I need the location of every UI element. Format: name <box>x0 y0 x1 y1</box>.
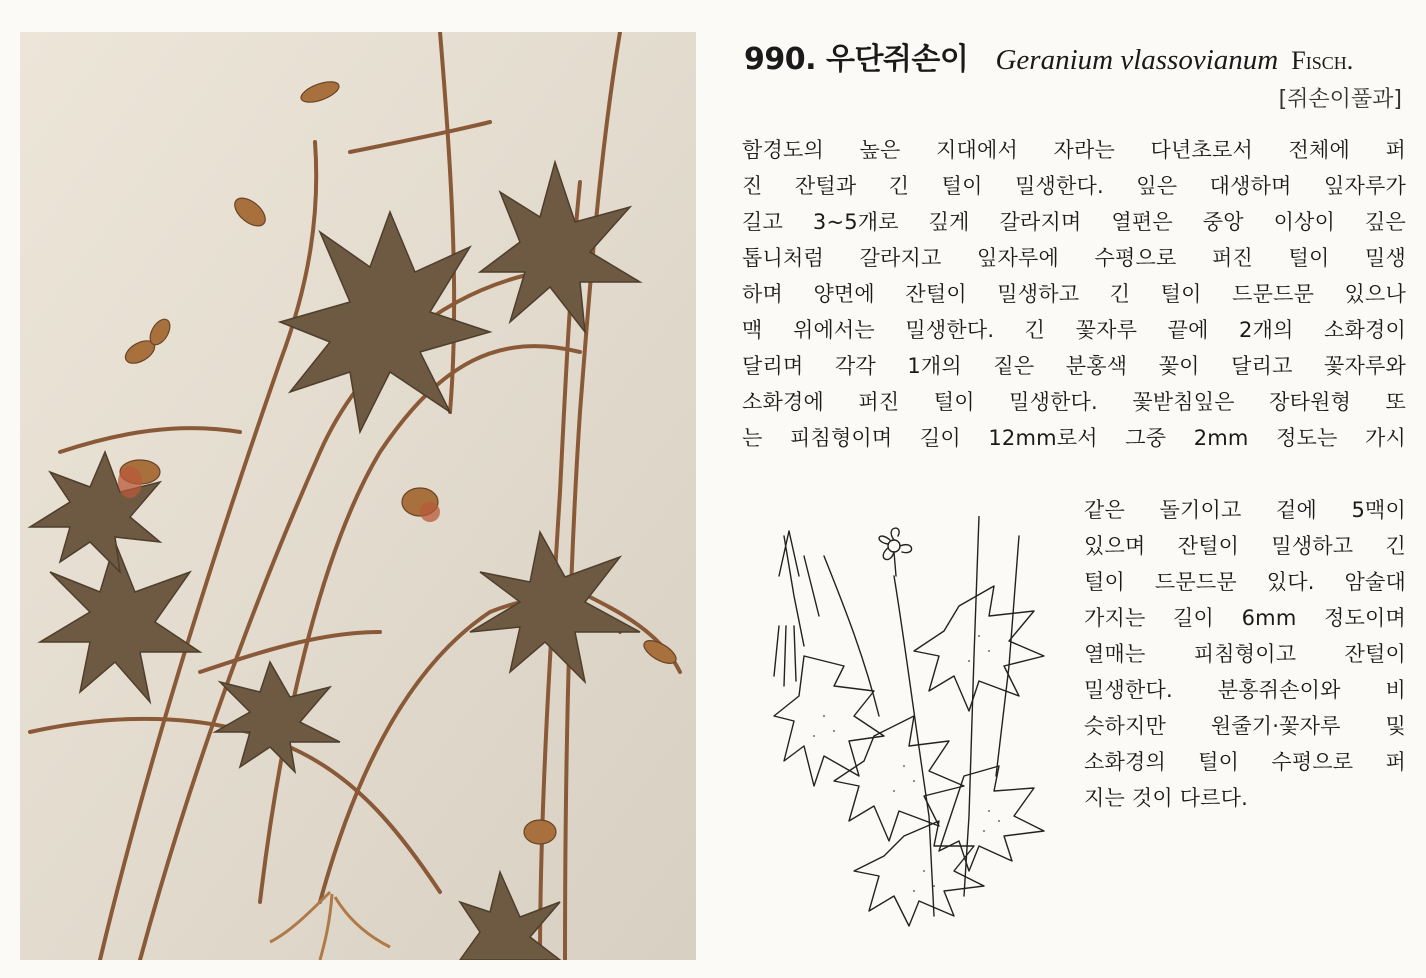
description-line: 털이 드문드문 있다. 암술대 <box>1084 570 1406 594</box>
description-side <box>1084 492 1406 816</box>
description-line: 진 잔털과 긴 털이 밀생한다. 잎은 대생하며 잎자루가 <box>742 174 1406 198</box>
description-line: 지는 것이 다르다. <box>1084 786 1249 810</box>
description-line: 는 피침형이며 길이 12mm로서 그중 2mm 정도는 가시 <box>742 426 1406 450</box>
description-line: 같은 돌기이고 겉에 5맥이 <box>1084 498 1406 522</box>
description-line: 맥 위에서는 밀생한다. 긴 꽃자루 끝에 2개의 소화경이 <box>742 318 1406 342</box>
description-line: 열매는 피침형이고 잔털이 <box>1084 642 1406 666</box>
scientific-name: Geranium vlassovianum <box>995 44 1279 76</box>
herbarium-specimen-image <box>20 32 696 960</box>
description-line: 있으며 잔털이 밀생하고 긴 <box>1084 534 1406 558</box>
family-name: [쥐손이풀과] <box>1278 87 1402 112</box>
species-header <box>744 34 1404 84</box>
description-line: 가지는 길이 6mm 정도이며 <box>1084 606 1406 630</box>
description-line: 달리며 각각 1개의 짙은 분홍색 꽃이 달리고 꽃자루와 <box>742 354 1406 378</box>
species-number-korean-name: 990. 우단쥐손이 <box>744 42 969 77</box>
description-line: 소화경의 털이 수평으로 퍼 <box>1084 750 1406 774</box>
description-line: 하며 양면에 잔털이 밀생하고 긴 털이 드문드문 있으나 <box>742 282 1406 306</box>
description-line: 소화경에 퍼진 털이 밀생한다. 꽃받침잎은 장타원형 또 <box>742 390 1406 414</box>
line-drawing-illustration <box>764 516 1064 936</box>
description-line: 톱니처럼 갈라지고 잎자루에 수평으로 퍼진 털이 밀생 <box>742 246 1406 270</box>
description-line: 함경도의 높은 지대에서 자라는 다년초로서 전체에 퍼 <box>742 138 1406 162</box>
author-name: Fisch. <box>1291 46 1354 75</box>
description-line: 길고 3~5개로 깊게 갈라지며 열편은 중앙 이상이 깊은 <box>742 210 1406 234</box>
botanical-line-drawing <box>764 516 1064 936</box>
description-line: 밀생한다. 분홍쥐손이와 비 <box>1084 678 1406 702</box>
description-main <box>742 132 1406 456</box>
herbarium-photo <box>20 32 696 960</box>
description-line: 슷하지만 원줄기·꽃자루 및 <box>1084 714 1406 738</box>
